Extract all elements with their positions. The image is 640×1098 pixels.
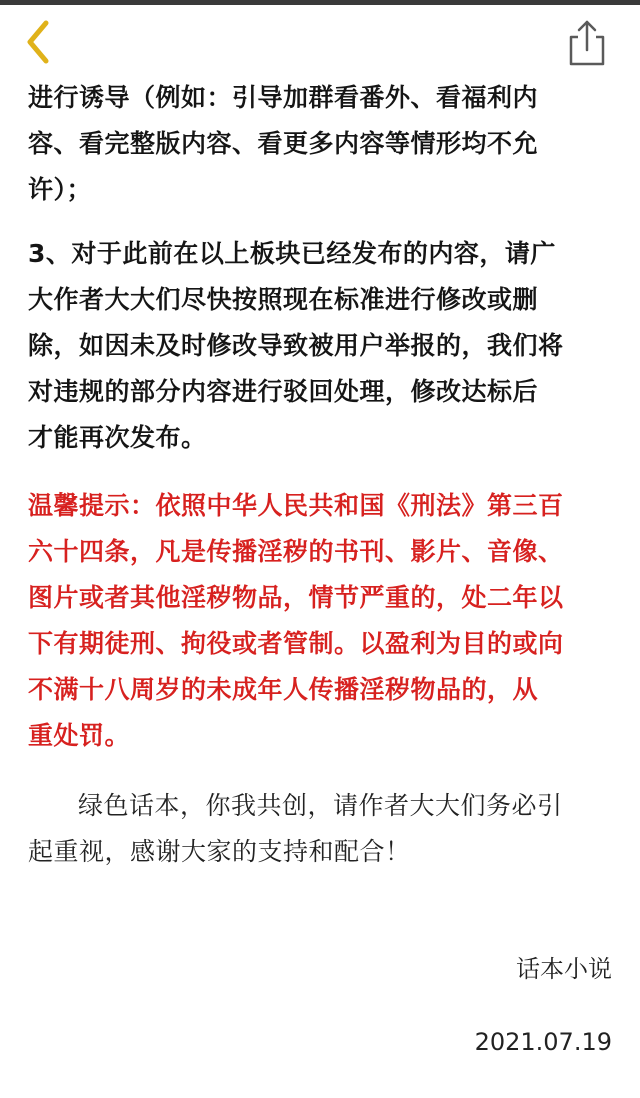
text-line: 对违规的部分内容进行驳回处理，修改达标后 <box>28 377 539 406</box>
signature-date: 2021.07.19 <box>474 1028 612 1056</box>
text-line: 才能再次发布。 <box>28 423 207 452</box>
share-button[interactable] <box>562 17 612 69</box>
text-line: 许）； <box>28 175 93 204</box>
signature-block <box>475 948 612 1060</box>
text-line: 进行诱导（例如：引导加群看番外、看福利内 <box>28 83 539 112</box>
warning-line: 温馨提示：依照中华人民共和国《刑法》第三百 <box>28 491 564 520</box>
warning-line: 不满十八周岁的未成年人传播淫秽物品的，从 <box>28 675 539 704</box>
warning-line: 图片或者其他淫秽物品，情节严重的，处二年以 <box>28 583 564 612</box>
text-line: 容、看完整版内容、看更多内容等情形均不允 <box>28 129 539 158</box>
signature-name: 话本小说 <box>516 955 612 983</box>
paragraph-point-3 <box>28 231 620 461</box>
text-line: 起重视，感谢大家的支持和配合！ <box>28 837 411 866</box>
back-button[interactable] <box>18 17 62 67</box>
chevron-left-icon <box>18 17 62 67</box>
paragraph-inducement <box>28 75 620 213</box>
legal-warning <box>28 483 620 759</box>
closing-paragraph <box>28 783 620 875</box>
article-content <box>28 75 620 875</box>
warning-line: 下有期徒刑、拘役或者管制。以盈利为目的或向 <box>28 629 564 658</box>
text-line: 绿色话本，你我共创，请作者大大们务必引 <box>78 791 563 820</box>
text-line: 3、对于此前在以上板块已经发布的内容，请广 <box>28 239 556 268</box>
warning-line: 六十四条，凡是传播淫秽的书刊、影片、音像、 <box>28 537 564 566</box>
text-line: 大作者大大们尽快按照现在标准进行修改或删 <box>28 285 539 314</box>
share-icon <box>562 17 612 69</box>
text-line: 除，如因未及时修改导致被用户举报的，我们将 <box>28 331 564 360</box>
warning-line: 重处罚。 <box>28 721 131 750</box>
top-nav-bar <box>0 5 640 75</box>
